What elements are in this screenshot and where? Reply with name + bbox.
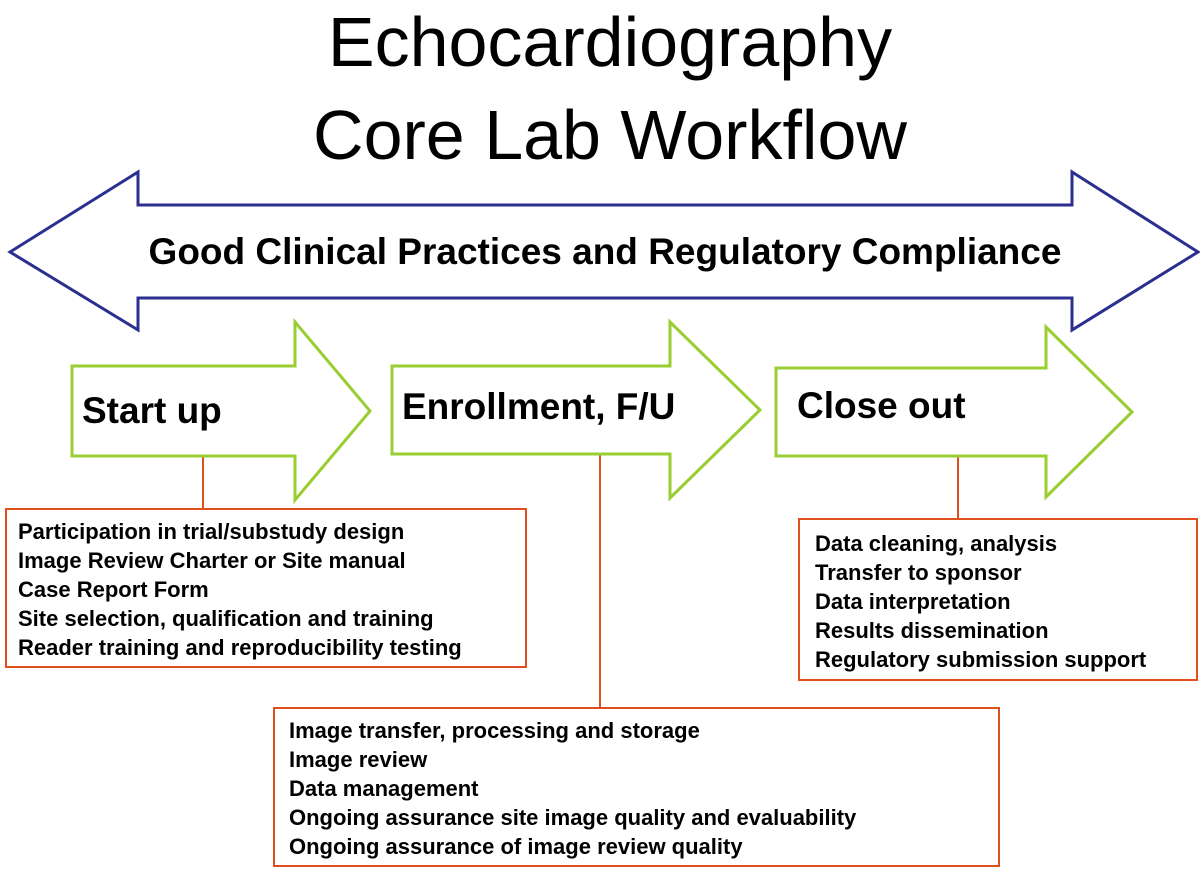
task-item: Site selection, qualification and training <box>18 606 434 631</box>
task-box-start-up <box>5 508 527 668</box>
task-item: Data management <box>289 776 479 801</box>
task-item: Image Review Charter or Site manual <box>18 548 406 573</box>
banner-label: Good Clinical Practices and Regulatory Compliance <box>148 231 1062 272</box>
task-item: Results dissemination <box>815 618 1049 643</box>
task-item: Regulatory submission support <box>815 647 1147 672</box>
task-list-start-up <box>17 517 515 662</box>
title-line-1: Echocardiography <box>327 3 893 81</box>
task-item: Transfer to sponsor <box>815 560 1022 585</box>
task-box-enrollment <box>273 707 1000 867</box>
task-item: Data cleaning, analysis <box>815 531 1058 556</box>
task-item: Ongoing assurance site image quality and evaluability <box>289 805 857 830</box>
task-box-close-out <box>798 518 1198 681</box>
title-line-2: Core Lab Workflow <box>313 96 907 174</box>
task-item: Case Report Form <box>18 577 209 602</box>
phase-label-enrollment: Enrollment, F/U <box>402 386 676 427</box>
task-item: Image review <box>289 747 428 772</box>
task-list-close-out <box>815 529 1186 674</box>
task-item: Ongoing assurance of image review quality <box>289 834 743 859</box>
task-item: Participation in trial/substudy design <box>18 519 405 544</box>
task-item: Data interpretation <box>815 589 1011 614</box>
task-item: Image transfer, processing and storage <box>289 718 700 743</box>
phase-label-start-up: Start up <box>82 390 222 431</box>
task-list-enrollment <box>289 716 988 861</box>
phase-label-close-out: Close out <box>797 385 966 426</box>
task-item: Reader training and reproducibility testing <box>18 635 462 660</box>
